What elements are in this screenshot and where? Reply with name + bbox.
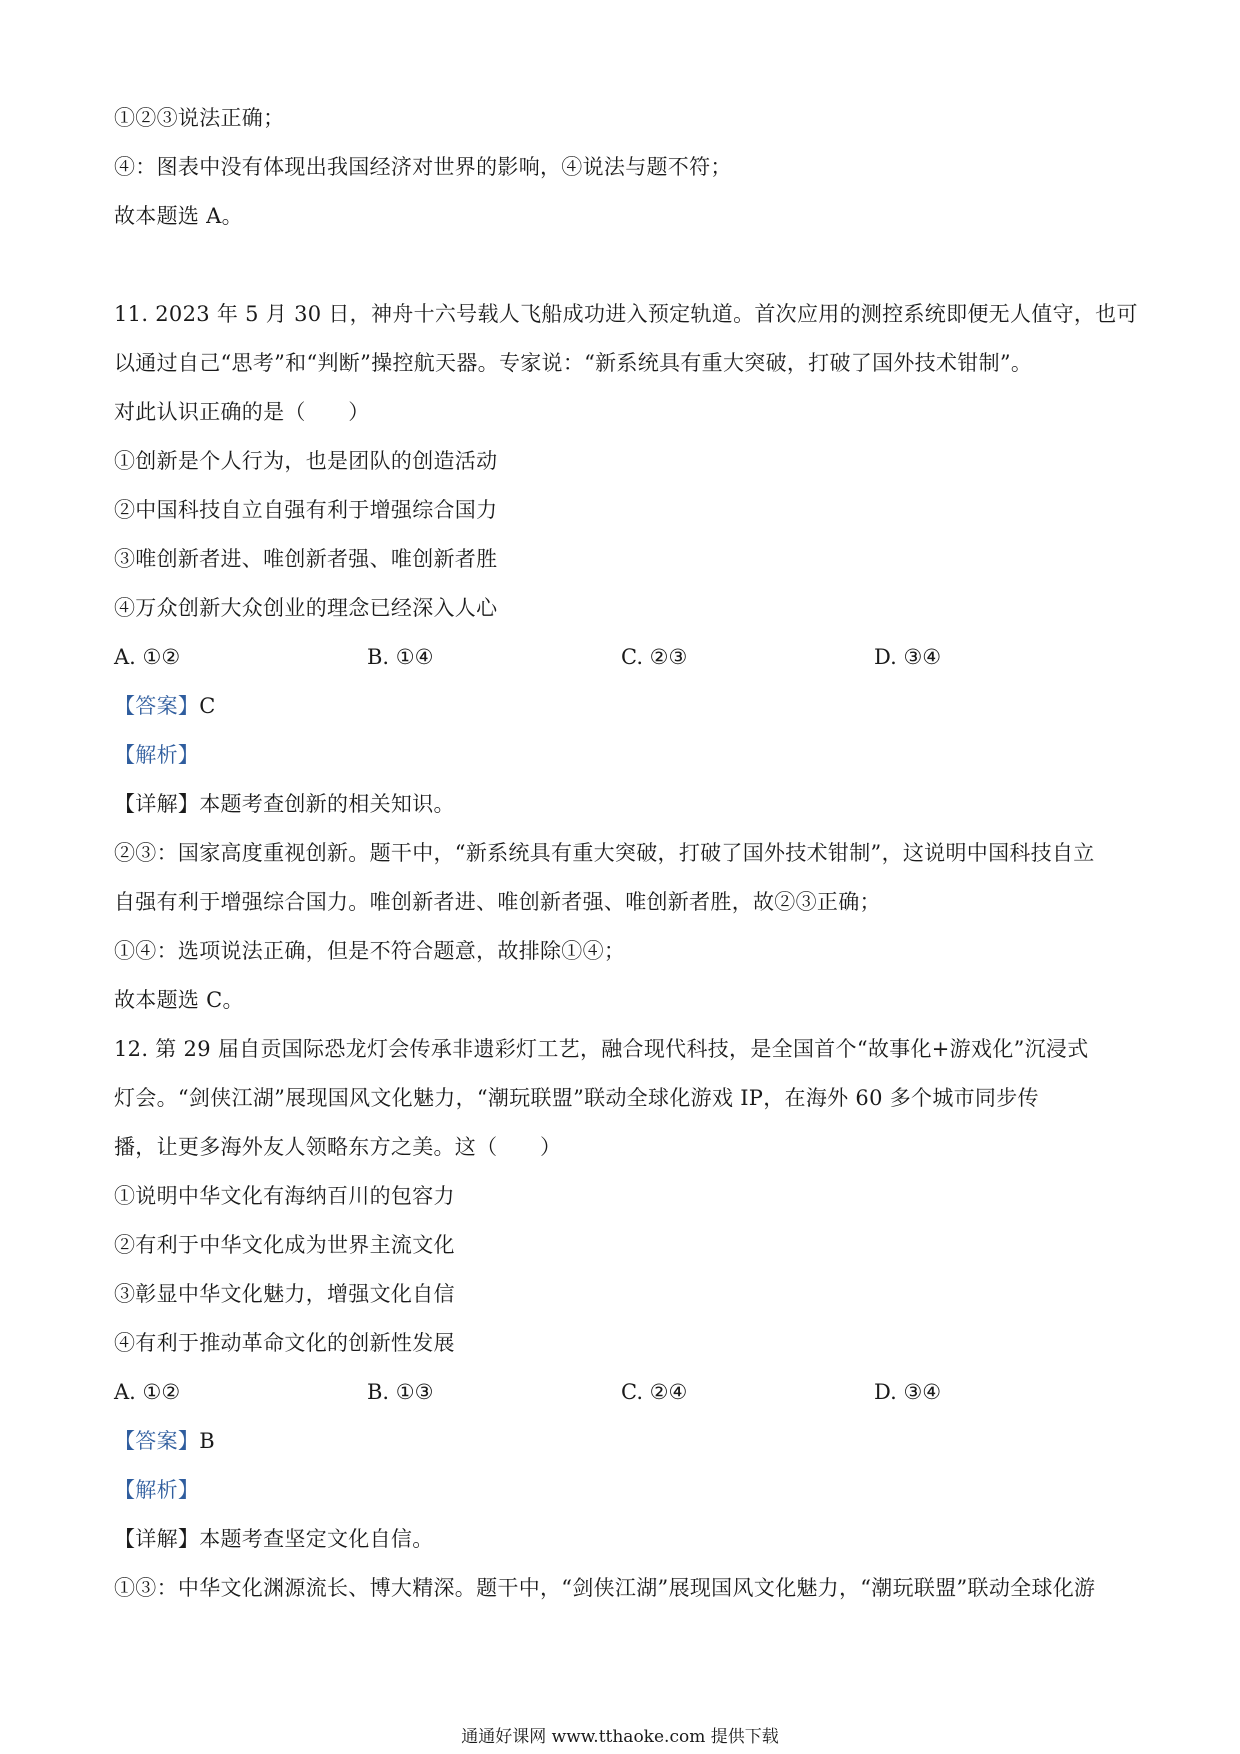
q11-conclusion: 故本题选 C。: [114, 988, 244, 1012]
q12-stem-line-1: 12. 第 29 届自贡国际恐龙灯会传承非遗彩灯工艺，融合现代科技，是全国首个“故事化+游戏化”沉浸式: [114, 1037, 1089, 1061]
q11-stem-line-2: 以通过自己“思考”和“判断”操控航天器。专家说：“新系统具有重大突破，打破了国外技术钳制”。: [114, 351, 1033, 375]
q12-stem-line-3: 播，让更多海外友人领略东方之美。这（ ）: [114, 1135, 562, 1159]
q11-option-b: B. ①④: [367, 645, 434, 669]
q12-explain-line-1: ①③：中华文化渊源流长、博大精深。题干中，“剑侠江湖”展现国风文化魅力，“潮玩联盟”联动全球化游: [114, 1576, 1096, 1600]
q12-answer-tag: 【答案】: [114, 1429, 200, 1453]
q11-explain-line-1: ②③：国家高度重视创新。题干中，“新系统具有重大突破，打破了国外技术钳制”，这说明中国科技自立: [114, 841, 1095, 865]
carryover-conclusion: 故本题选 A。: [114, 204, 243, 228]
q12-detail: 【详解】本题考查坚定文化自信。: [114, 1527, 434, 1551]
page-footer: 通通好课网 www.tthaoke.com 提供下载: [461, 1727, 779, 1747]
q11-detail: 【详解】本题考查创新的相关知识。: [114, 792, 455, 816]
q12-statement-3: ③彰显中华文化魅力，增强文化自信: [114, 1282, 455, 1306]
q11-answer-tag: 【答案】: [114, 694, 200, 718]
q12-option-d: D. ③④: [874, 1380, 942, 1404]
q12-statement-2: ②有利于中华文化成为世界主流文化: [114, 1233, 455, 1257]
q12-answer-value: B: [199, 1429, 215, 1453]
q11-stem-line-1: 11. 2023 年 5 月 30 日，神舟十六号载人飞船成功进入预定轨道。首次应用的测控系统即便无人值守，也可: [114, 302, 1138, 326]
q11-option-d: D. ③④: [874, 645, 942, 669]
q12-analysis-tag: 【解析】: [114, 1478, 200, 1502]
q11-statement-1: ①创新是个人行为，也是团队的创造活动: [114, 449, 498, 473]
q12-answer: [114, 1427, 215, 1455]
q11-statement-3: ③唯创新者进、唯创新者强、唯创新者胜: [114, 547, 498, 571]
q11-answer: [114, 692, 216, 720]
q11-option-a: A. ①②: [114, 645, 181, 669]
q12-statement-1: ①说明中华文化有海纳百川的包容力: [114, 1184, 455, 1208]
q11-statement-4: ④万众创新大众创业的理念已经深入人心: [114, 596, 498, 620]
q11-answer-value: C: [199, 694, 216, 718]
carryover-line-2: ④：图表中没有体现出我国经济对世界的影响，④说法与题不符；: [114, 155, 732, 179]
q12-statement-4: ④有利于推动革命文化的创新性发展: [114, 1331, 455, 1355]
q11-analysis-tag: 【解析】: [114, 743, 200, 767]
q11-explain-line-3: ①④：选项说法正确，但是不符合题意，故排除①④；: [114, 939, 626, 963]
q12-stem-line-2: 灯会。“剑侠江湖”展现国风文化魅力，“潮玩联盟”联动全球化游戏 IP，在海外 60 多个城市同步传: [114, 1086, 1039, 1110]
carryover-line-1: ①②③说法正确；: [114, 106, 285, 130]
q11-statement-2: ②中国科技自立自强有利于增强综合国力: [114, 498, 498, 522]
q11-stem-line-3: 对此认识正确的是（ ）: [114, 400, 370, 424]
q12-option-c: C. ②④: [621, 1380, 688, 1404]
q12-option-a: A. ①②: [114, 1380, 181, 1404]
q12-option-b: B. ①③: [367, 1380, 434, 1404]
q11-option-c: C. ②③: [621, 645, 688, 669]
q11-explain-line-2: 自强有利于增强综合国力。唯创新者进、唯创新者强、唯创新者胜，故②③正确；: [114, 890, 881, 914]
